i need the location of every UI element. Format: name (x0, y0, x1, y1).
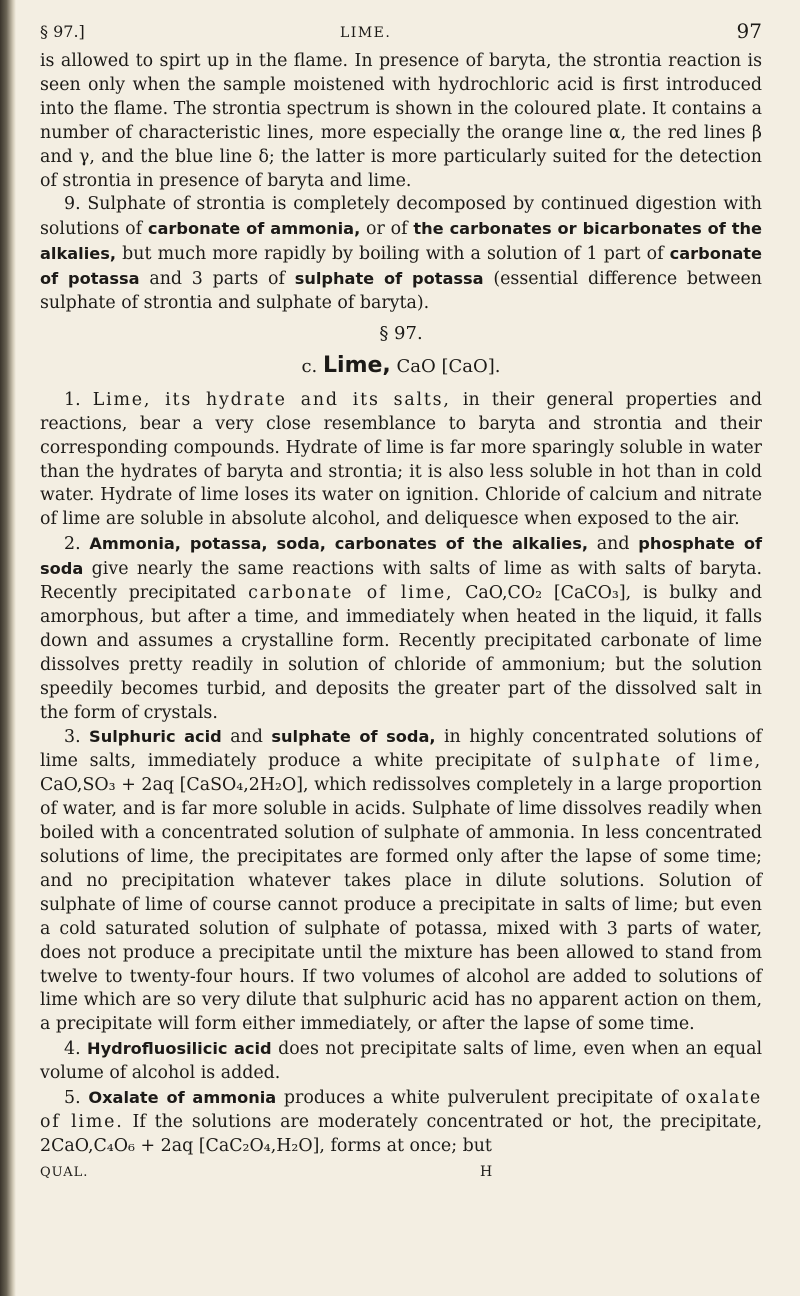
running-head-section: § 97.] (40, 22, 85, 41)
running-head (40, 20, 762, 44)
paragraph-3: 3. Sulphuric acid and sulphate of soda, in highly concentrated solutions of lime salts, immediately produce a white precipitate of sulphate of lime, CaO,SO₃ + 2aq [CaSO₄,2H₂O], which redissolves completely in a large proportion of water, and is far more soluble in acids. Sulphate of lime dissolves readily when boiled with a concentrated solution of sulphate of ammonia. In less concentrated solutions of lime, the precipitates are formed only after the lapse of some time; and no precipitation whatever takes place in dilute solutions. Solution of sulphate of lime of course cannot produce a precipitate in salts of lime; but even a cold saturated solution of sulphate of potassa, mixed with 3 parts of water, does not produce a precipitate until the mixture has been allowed to stand from twelve to twenty-four hours. If two volumes of alcohol are added to solutions of lime which are so very dilute that sulphuric acid has no apparent action on them, a precipitate will form either immediately, or after the lapse of some time. (40, 727, 763, 1035)
section-number: § 97. (379, 322, 423, 344)
section-title: c. Lime, CaO [CaO]. (301, 352, 501, 378)
paragraph-9: 9. Sulphate of strontia is completely decomposed by continued digestion with solutions of carbonate of ammonia, or of the carbonates or bicarbonates of the alkalies, but much more rapidly by boiling with a solution of 1 part of carbonate of potassa and 3 parts of sulphate of potassa (essential difference between sulphate of strontia and sulphate of baryta). (40, 194, 762, 314)
page-number: 97 (736, 19, 762, 43)
paragraph-4: 4. Hydrofluosilicic acid does not precipitate salts of lime, even when an equal volume of alcohol is added. (40, 1039, 763, 1084)
continued-paragraph: is allowed to spirt up in the flame. In presence of baryta, the strontia reaction is seen only when the sample moistened with hydrochloric acid is first introduced into the flame. The strontia spectrum is shown in the coloured plate. It contains a number of characteristic lines, more especially the orange line α, the red lines β and γ, and the blue line δ; the latter is more particularly suited for the detection of strontia in presence of baryta and lime. (40, 51, 762, 191)
paragraph-2: 2. Ammonia, potassa, soda, carbonates of the alkalies, and phosphate of soda give nearly the same reactions with salts of lime as with salts of baryta. Recently precipitated carbonate of lime, CaO,CO₂ [CaCO₃], is bulky and amorphous, but after a time, and immediately when heated in the liquid, it falls down and assumes a crystalline form. Recently precipitated carbonate of lime dissolves pretty readily in solution of chloride of ammonium; but the solution speedily becomes turbid, and deposits the greater part of the dissolved salt in the form of crystals. (40, 534, 762, 723)
paragraph-1: 1. Lime, its hydrate and its salts, in their general properties and reactions, bear a very close resemblance to baryta and strontia and their corresponding compounds. Hydrate of lime is far more sparingly soluble in water than the hydrates of baryta and strontia; it is also less soluble in hot than in cold water. Hydrate of lime loses its water on ignition. Chloride of calcium and nitrate of lime are soluble in absolute alcohol, and deliquesce when exposed to the air. (40, 389, 762, 530)
gathering-mark: H (480, 1163, 494, 1180)
signature-mark: QUAL. (40, 1164, 89, 1180)
running-head-title: LIME. (340, 25, 392, 41)
book-page (40, 20, 762, 1185)
paragraph-5: 5. Oxalate of ammonia produces a white pulverulent precipitate of oxalate of lime. If the solutions are moderately concentrated or hot, the precipitate, 2CaO,C₄O₆ + 2aq [CaC₂O₄,H₂O], forms at once; but (40, 1088, 762, 1156)
page-binding-shadow (0, 0, 16, 1296)
page-footer (40, 1161, 762, 1185)
